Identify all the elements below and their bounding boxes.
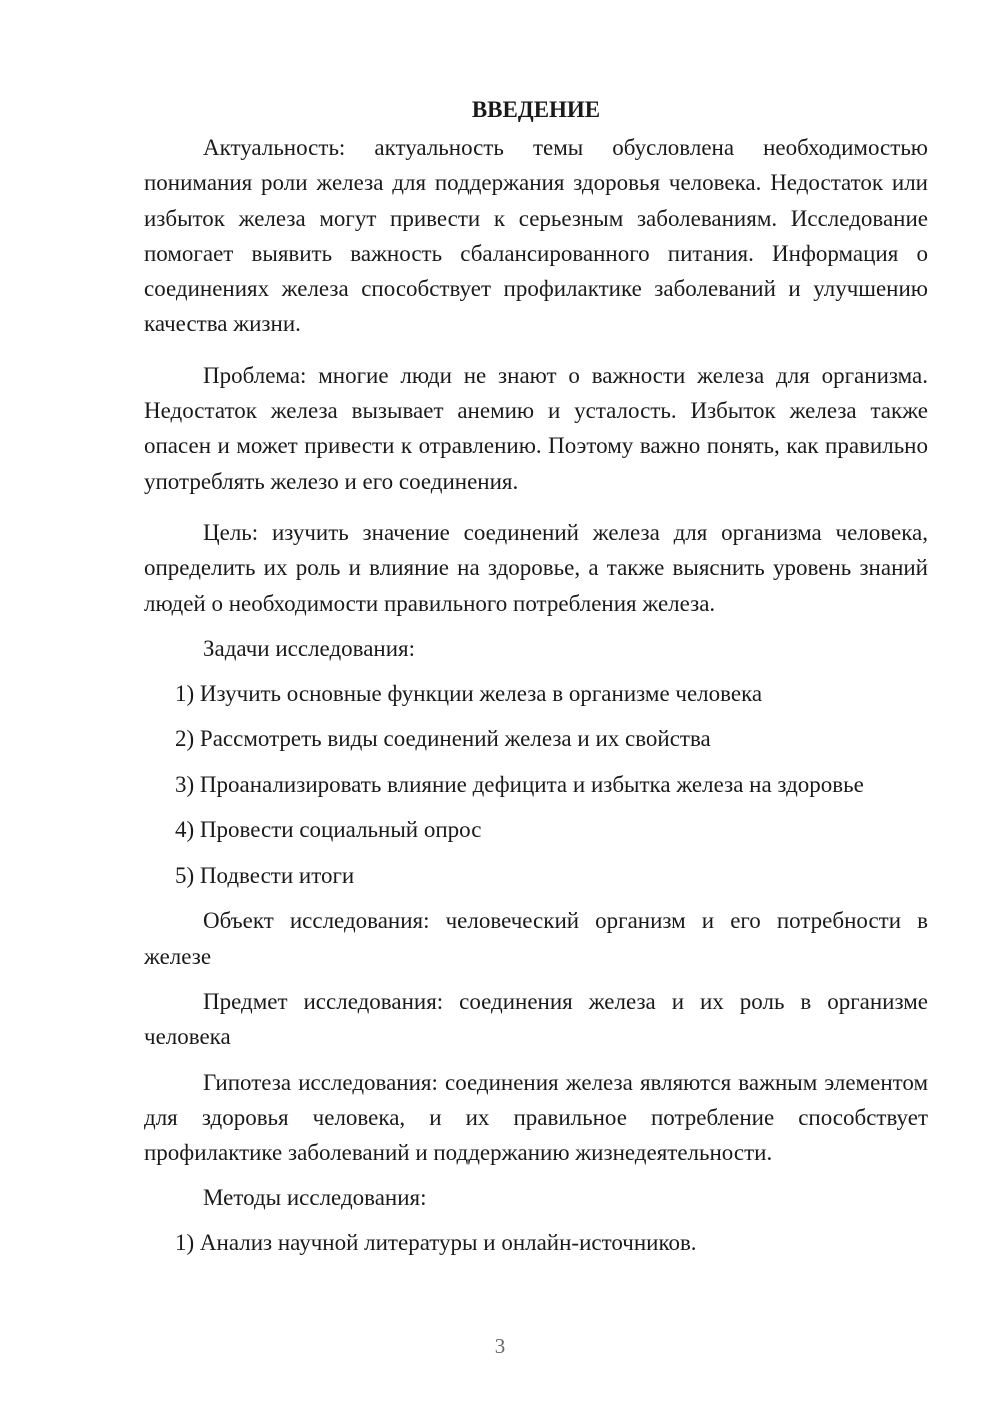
problem-paragraph: Проблема: многие люди не знают о важности железа для организма. Недостаток железа вызывает анемию и усталость. Избыток железа также опасен и может привести к отравлению. Поэтому важно понять, как правильно употреблять железо и его соединения. xyxy=(144,362,928,494)
list-item: 5) Подвести итоги xyxy=(175,862,355,888)
tasks-list xyxy=(144,676,928,904)
object-paragraph: Объект исследования: человеческий организм и его потребности в железе xyxy=(144,908,928,969)
list-item: 4) Провести социальный опрос xyxy=(175,817,482,843)
list-item: 1) Анализ научной литературы и онлайн-источников. xyxy=(175,1230,697,1256)
actuality-paragraph: Актуальность: актуальность темы обусловлена необходимостью понимания роли железа для поддержания здоровья человека. Недостаток или избыток железа могут привести к серьезным заболеваниям. Исследование помогает выявить важность сбалансированного питания. Информация о соединениях железа способствует профилактике заболеваний и улучшению качества жизни. xyxy=(144,135,928,337)
tasks-label: Задачи исследования: xyxy=(203,635,416,661)
list-item: 2) Рассмотреть виды соединений железа и их свойства xyxy=(175,726,711,752)
list-item: 1) Изучить основные функции железа в организме человека xyxy=(175,680,763,706)
methods-list xyxy=(144,1225,928,1271)
section-title: ВВЕДЕНИЕ xyxy=(471,97,601,122)
methods-label: Методы исследования: xyxy=(203,1185,427,1211)
goal-paragraph: Цель: изучить значение соединений железа для организма человека, определить их роль и влияние на здоровье, а также выяснить уровень знаний людей о необходимости правильного потребления железа. xyxy=(144,519,928,616)
document-page xyxy=(144,92,928,1271)
hypothesis-paragraph: Гипотеза исследования: соединения железа являются важным элементом для здоровья человека, и их правильное потребление способствует профилактике заболеваний и поддержанию жизнедеятельности. xyxy=(144,1069,928,1166)
list-item: 3) Проанализировать влияние дефицита и избытка железа на здоровье xyxy=(175,771,864,797)
subject-paragraph: Предмет исследования: соединения железа и их роль в организме человека xyxy=(144,988,928,1050)
page-number: 3 xyxy=(494,1334,506,1358)
